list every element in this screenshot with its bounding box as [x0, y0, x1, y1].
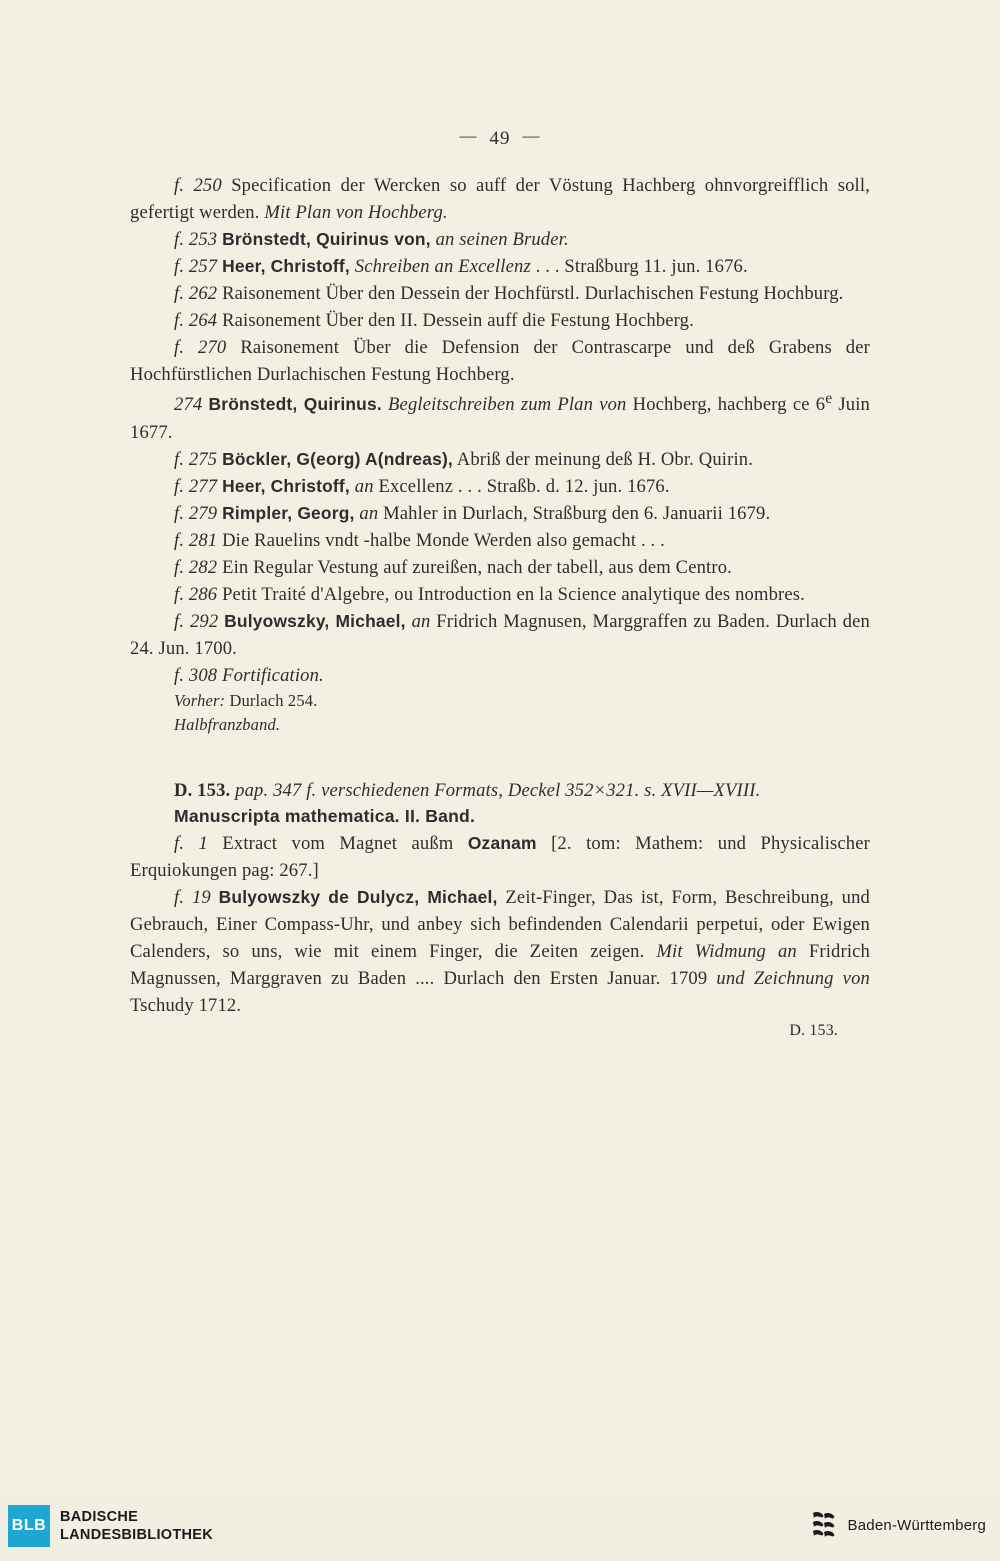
- catalog-entry: f. 262 Raisonement Über den Dessein der Hochfürstl. Durlachischen Festung Hochburg.: [174, 283, 844, 305]
- catalog-entry: f. 270 Raisonement Über die Defension der Contrascarpe und deß Grabens der Hochfürstlichen Durlachischen Festung Hochberg.: [130, 337, 870, 386]
- state-branding: [810, 1509, 986, 1541]
- library-name: [60, 1508, 213, 1544]
- catalog-entry: f. 281 Die Rauelins vndt -halbe Monde Werden also gemacht . . .: [174, 529, 665, 551]
- note-binding: Halbfranzband.: [174, 715, 281, 735]
- page-number-dash-left: —: [459, 126, 478, 145]
- state-label: Baden-Württemberg: [847, 1516, 986, 1534]
- catalog-entry: f. 308 Fortification.: [174, 665, 324, 687]
- catalog-entry: f. 1 Extract vom Magnet außm Ozanam [2. tom: Mathem: und Physicalischer Erquiokungen pag: 267.]: [130, 832, 870, 881]
- catalog-entry: f. 275 Böckler, G(eorg) A(ndreas), Abriß der meinung deß H. Obr. Quirin.: [174, 448, 754, 470]
- section-trailer: D. 153.: [789, 1022, 838, 1040]
- note-vorher: Vorher: Durlach 254.: [174, 691, 318, 711]
- baden-wuerttemberg-crest-icon: [810, 1509, 838, 1541]
- catalog-entry: f. 277 Heer, Christoff, an Excellenz . . . Straßb. d. 12. jun. 1676.: [174, 475, 670, 497]
- catalog-entry: f. 292 Bulyowszky, Michael, an Fridrich Magnusen, Marggraffen zu Baden. Durlach den 24. Jun. 1700.: [130, 610, 870, 659]
- page-number-dash-right: —: [522, 126, 541, 145]
- section-title: Manuscripta mathematica. II. Band.: [174, 806, 476, 827]
- library-branding: [8, 1505, 213, 1547]
- catalog-entry: f. 19 Bulyowszky de Dulycz, Michael, Zeit-Finger, Das ist, Form, Beschreibung, und Gebrauch, Einer Compass-Uhr, und anbey sich befindenden Calendarii perpetui, oder Ewigen Calenders, so uns, wie mit einem Finger, die Zeiten zeigen. Mit Widmung an Fridrich Magnussen, Marggraven zu Baden .... Durlach den Ersten Januar. 1709 und Zeichnung von Tschudy 1712.: [130, 886, 870, 1016]
- section-d153: [130, 777, 870, 1042]
- page-number-value: 49: [489, 128, 511, 149]
- catalog-entry: f. 286 Petit Traité d'Algebre, ou Introduction en la Science analytique des nombres.: [174, 583, 805, 605]
- catalog-entry: f. 250 Specification der Wercken so auff der Vöstung Hachberg ohnvorgreifflich soll, gefertigt werden. Mit Plan von Hochberg.: [130, 175, 870, 224]
- catalog-entry: f. 279 Rimpler, Georg, an Mahler in Durlach, Straßburg den 6. Januarii 1679.: [174, 502, 771, 524]
- catalog-entry: f. 264 Raisonement Über den II. Dessein auff die Festung Hochberg.: [174, 310, 694, 332]
- catalog-entry: f. 253 Brönstedt, Quirinus von, an seinen Bruder.: [174, 229, 569, 251]
- catalog-entry: f. 257 Heer, Christoff, Schreiben an Excellenz . . . Straßburg 11. jun. 1676.: [174, 256, 748, 278]
- page-number: [0, 128, 1000, 150]
- section-heading: D. 153. pap. 347 f. verschiedenen Formats, Deckel 352×321. s. XVII—XVIII.: [174, 780, 761, 802]
- library-name-line2: LANDESBIBLIOTHEK: [60, 1527, 214, 1543]
- entry-notes: [130, 689, 870, 737]
- catalog-entry: 274 Brönstedt, Quirinus. Begleitschreiben zum Plan von Hochberg, hachberg ce 6e Juin 1677.: [130, 390, 870, 443]
- library-name-line1: BADISCHE: [60, 1508, 139, 1525]
- catalog-entry: f. 282 Ein Regular Vestung auf zureißen, nach der tabell, aus dem Centro.: [174, 556, 732, 578]
- catalog-entry-list: [130, 172, 870, 689]
- blb-logo-icon: BLB: [8, 1505, 50, 1547]
- page-footer: [0, 1495, 1000, 1561]
- page-body: [130, 172, 870, 1042]
